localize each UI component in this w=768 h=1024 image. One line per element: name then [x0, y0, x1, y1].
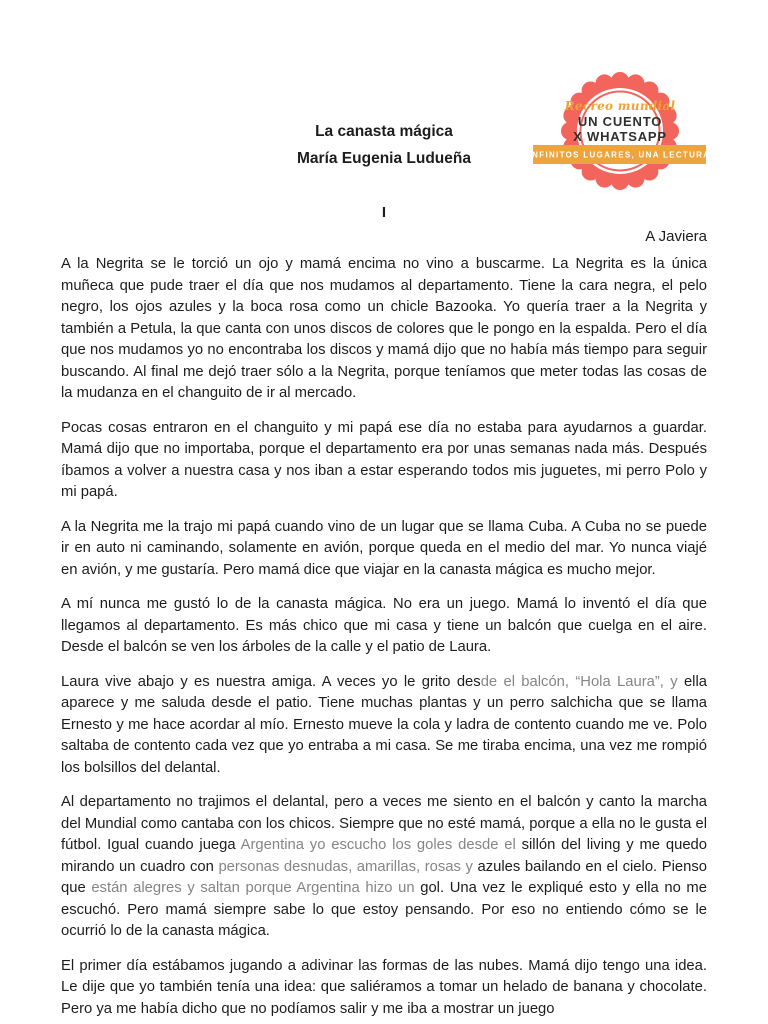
- dedication: A Javiera: [645, 228, 707, 245]
- paragraph: [61, 517, 707, 582]
- paragraph-text-muted: personas desnudas, amarillas, rosas y: [218, 858, 473, 875]
- seal-title-line2: X WHATSAPP: [573, 129, 667, 144]
- paragraph: [61, 672, 707, 780]
- paragraph: [61, 792, 707, 943]
- paragraph-text: azules bailando en el cielo. Pienso que: [61, 858, 708, 896]
- recreo-mundial-seal-badge: [520, 55, 720, 205]
- paragraph-text-muted: de el balcón, “Hola Laura”, y: [480, 673, 678, 690]
- seal-banner-text: INFINITOS LUGARES, UNA LECTURA: [528, 150, 711, 160]
- paragraph-text: Laura vive abajo y es nuestra amiga. A veces yo le grito des: [61, 673, 481, 690]
- paragraph-text: Al departamento no trajimos el delantal, pero a veces me siento en el balcón y canto la marcha del Mundial como cantaba con los chicos. Siempre que no esté mamá, porque a ella no le gusta el fútbol. Igual cuando juega: [61, 794, 707, 853]
- seal-script-label: Recreo mundial: [564, 99, 676, 113]
- paragraph-text: Pocas cosas entraron en el changuito y mi papá ese día no estaba para ayudarnos a guardar. Mamá dijo que no importaba, porque el departamento era por unas semanas nada más. Después íbamos a volver a nuestra casa y nos iban a estar esperando todos mis juguetes, mi perro Polo y mi papá.: [61, 419, 707, 500]
- paragraph: [61, 418, 707, 504]
- document-body: [61, 254, 707, 1020]
- section-number: I: [381, 204, 387, 221]
- paragraph-text: El primer día estábamos jugando a adivinar las formas de las nubes. Mamá dijo tengo una idea. Le dije que yo también tenía una idea: que saliéramos a tomar un helado de banana y chocolate. Pero ya me había dicho que no podíamos salir y me iba a mostrar un juego: [61, 957, 707, 1017]
- document-title: La canasta mágica: [315, 123, 453, 140]
- paragraph: [61, 594, 707, 659]
- paragraph-text: sillón del living y me quedo mirando un cuadro con: [61, 837, 708, 875]
- seal-title-line1: UN CUENTO: [577, 114, 663, 129]
- paragraph-text-muted: están alegres y saltan porque Argentina hizo un: [91, 880, 415, 896]
- paragraph-text: A mí nunca me gustó lo de la canasta mágica. No era un juego. Mamá lo inventó el día que llegamos al departamento. Es más chico que mi casa y tiene un balcón que cuelga en el aire. Desde el balcón se ven los árboles de la calle y el patio de Laura.: [61, 596, 707, 655]
- paragraph-text: gol. Una vez le expliqué esto y ella no me escuchó. Pero mamá siempre sabe lo que estoy pensando. Por eso no entiendo cómo se le ocurrió lo de la canasta mágica.: [61, 880, 707, 939]
- paragraph-text: A la Negrita me la trajo mi papá cuando vino de un lugar que se llama Cuba. A Cuba no se puede ir en auto ni caminando, solamente en avión, porque queda en el medio del mar. Yo nunca viajé en avión, y me gustaría. Pero mamá dice que viajar en la canasta mágica es mucho mejor.: [61, 518, 707, 578]
- paragraph: [61, 254, 707, 405]
- paragraph-text-muted: Argentina yo escucho los goles desde el: [240, 837, 516, 853]
- seal-badge-graphic: [520, 55, 720, 205]
- document-author: María Eugenia Ludueña: [297, 150, 471, 167]
- paragraph-text: A la Negrita se le torció un ojo y mamá encima no vino a buscarme. La Negrita es la única muñeca que pude traer el día que nos mudamos al departamento. Tiene la cara negra, el pelo negro, los ojos azules y la boca rosa como un chicle Bazooka. Yo quería traer a la Negrita y también a Petula, la que canta con unos discos de colores que le pongo en la espalda. Pero el día que nos mudamos yo no encontraba los discos y mamá dijo que no había más tiempo para seguir buscando. Al final me dejó traer sólo a la Negrita, porque teníamos que meter todas las cosas de la mudanza en el changuito de ir al mercado.: [61, 256, 707, 401]
- paragraph: [61, 956, 707, 1021]
- paragraph-text: ella aparece y me saluda desde el patio. Tiene muchas plantas y un perro salchicha que se llama Ernesto y me hace acordar al mío. Ernesto mueve la cola y ladra de contento cuando me ve. Polo saltaba de contento cada vez que yo entraba a mi casa. Se me tiraba encima, una vez me rompió los bolsillos del delantal.: [61, 673, 707, 776]
